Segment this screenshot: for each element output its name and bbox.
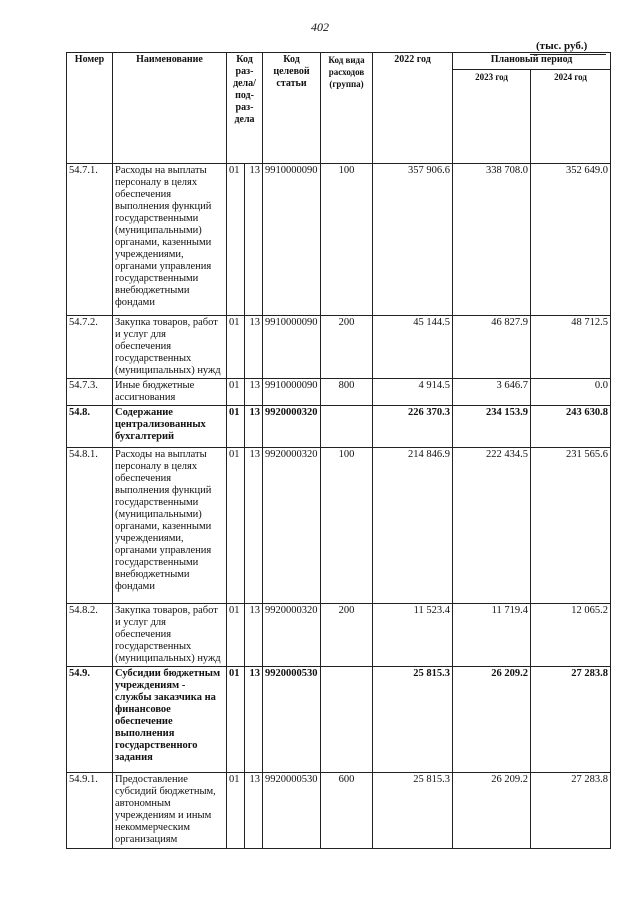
row-expense-type <box>321 667 373 773</box>
row-target-code: 9920000530 <box>263 667 321 773</box>
row-amount-2024: 352 649.0 <box>531 164 611 316</box>
row-podrazdel: 13 <box>245 406 263 448</box>
row-razdel: 01 <box>227 379 245 406</box>
row-number: 54.9. <box>67 667 113 773</box>
row-razdel: 01 <box>227 316 245 379</box>
row-target-code: 9920000320 <box>263 448 321 604</box>
table-row <box>67 406 611 448</box>
row-podrazdel: 13 <box>245 604 263 667</box>
header-year-2024: 2024 год <box>531 70 611 164</box>
row-amount-2023: 46 827.9 <box>453 316 531 379</box>
row-name: Закупка товаров, работ и услуг для обеспечения государственных (муниципальных) нужд <box>113 604 227 667</box>
row-amount-2023: 11 719.4 <box>453 604 531 667</box>
row-razdel: 01 <box>227 667 245 773</box>
row-name: Расходы на выплаты персоналу в целях обеспечения выполнения функций государственными (муниципальными) органами, казенными учреждениями, органами управления государственными внебюджетными фондами <box>113 164 227 316</box>
header-section-code: Код раз- дела/ под- раз- дела <box>227 53 263 164</box>
row-expense-type: 200 <box>321 604 373 667</box>
row-podrazdel: 13 <box>245 164 263 316</box>
row-amount-2024: 231 565.6 <box>531 448 611 604</box>
row-expense-type: 100 <box>321 164 373 316</box>
row-amount-2022: 226 370.3 <box>373 406 453 448</box>
row-name: Содержание централизованных бухгалтерий <box>113 406 227 448</box>
row-target-code: 9920000320 <box>263 406 321 448</box>
row-razdel: 01 <box>227 164 245 316</box>
row-podrazdel: 13 <box>245 448 263 604</box>
row-amount-2022: 25 815.3 <box>373 667 453 773</box>
table-row <box>67 773 611 849</box>
table-row <box>67 604 611 667</box>
table-header <box>67 53 611 164</box>
row-expense-type: 600 <box>321 773 373 849</box>
row-name: Субсидии бюджетным учреждениям - службы заказчика на финансовое обеспечение выполнения государственного задания <box>113 667 227 773</box>
row-expense-type: 800 <box>321 379 373 406</box>
row-number: 54.8.2. <box>67 604 113 667</box>
page-number: 402 <box>311 20 329 34</box>
row-razdel: 01 <box>227 604 245 667</box>
row-razdel: 01 <box>227 448 245 604</box>
row-podrazdel: 13 <box>245 316 263 379</box>
header-number: Номер <box>67 53 113 164</box>
row-expense-type: 200 <box>321 316 373 379</box>
header-year-2023: 2023 год <box>453 70 531 164</box>
row-podrazdel: 13 <box>245 667 263 773</box>
row-name: Предоставление субсидий бюджетным, автономным учреждениям и иным некоммерческим организациям <box>113 773 227 849</box>
table-row <box>67 379 611 406</box>
row-amount-2023: 26 209.2 <box>453 773 531 849</box>
row-amount-2024: 0.0 <box>531 379 611 406</box>
row-podrazdel: 13 <box>245 773 263 849</box>
row-amount-2023: 222 434.5 <box>453 448 531 604</box>
row-amount-2022: 25 815.3 <box>373 773 453 849</box>
row-amount-2024: 27 283.8 <box>531 773 611 849</box>
row-name: Расходы на выплаты персоналу в целях обеспечения выполнения функций государственными (муниципальными) органами, казенными учреждениями, органами управления государственными внебюджетными фондами <box>113 448 227 604</box>
table-row <box>67 667 611 773</box>
row-amount-2023: 338 708.0 <box>453 164 531 316</box>
header-planned-period: Плановый период <box>453 53 611 70</box>
budget-table <box>66 52 611 849</box>
row-number: 54.7.1. <box>67 164 113 316</box>
row-amount-2022: 11 523.4 <box>373 604 453 667</box>
units-label: (тыс. руб.) <box>536 40 588 52</box>
row-number: 54.7.2. <box>67 316 113 379</box>
table-body <box>67 164 611 849</box>
row-amount-2022: 45 144.5 <box>373 316 453 379</box>
row-target-code: 9920000320 <box>263 604 321 667</box>
row-amount-2024: 48 712.5 <box>531 316 611 379</box>
table-row <box>67 448 611 604</box>
header-target-code: Код целевой статьи <box>263 53 321 164</box>
row-name: Закупка товаров, работ и услуг для обеспечения государственных (муниципальных) нужд <box>113 316 227 379</box>
row-target-code: 9910000090 <box>263 164 321 316</box>
row-razdel: 01 <box>227 406 245 448</box>
row-target-code: 9910000090 <box>263 379 321 406</box>
row-target-code: 9920000530 <box>263 773 321 849</box>
row-amount-2024: 27 283.8 <box>531 667 611 773</box>
row-name: Иные бюджетные ассигнования <box>113 379 227 406</box>
table-row <box>67 164 611 316</box>
row-number: 54.8. <box>67 406 113 448</box>
row-expense-type <box>321 406 373 448</box>
row-amount-2023: 26 209.2 <box>453 667 531 773</box>
row-amount-2023: 234 153.9 <box>453 406 531 448</box>
header-name: Наименование <box>113 53 227 164</box>
row-amount-2022: 214 846.9 <box>373 448 453 604</box>
row-number: 54.7.3. <box>67 379 113 406</box>
row-amount-2024: 243 630.8 <box>531 406 611 448</box>
row-expense-type: 100 <box>321 448 373 604</box>
table-row <box>67 316 611 379</box>
row-podrazdel: 13 <box>245 379 263 406</box>
row-number: 54.8.1. <box>67 448 113 604</box>
row-number: 54.9.1. <box>67 773 113 849</box>
row-target-code: 9910000090 <box>263 316 321 379</box>
row-amount-2022: 4 914.5 <box>373 379 453 406</box>
header-year-2022: 2022 год <box>373 53 453 164</box>
row-amount-2023: 3 646.7 <box>453 379 531 406</box>
row-amount-2024: 12 065.2 <box>531 604 611 667</box>
row-amount-2022: 357 906.6 <box>373 164 453 316</box>
header-expense-type-code: Код вида расходов (группа) <box>321 53 373 164</box>
row-razdel: 01 <box>227 773 245 849</box>
